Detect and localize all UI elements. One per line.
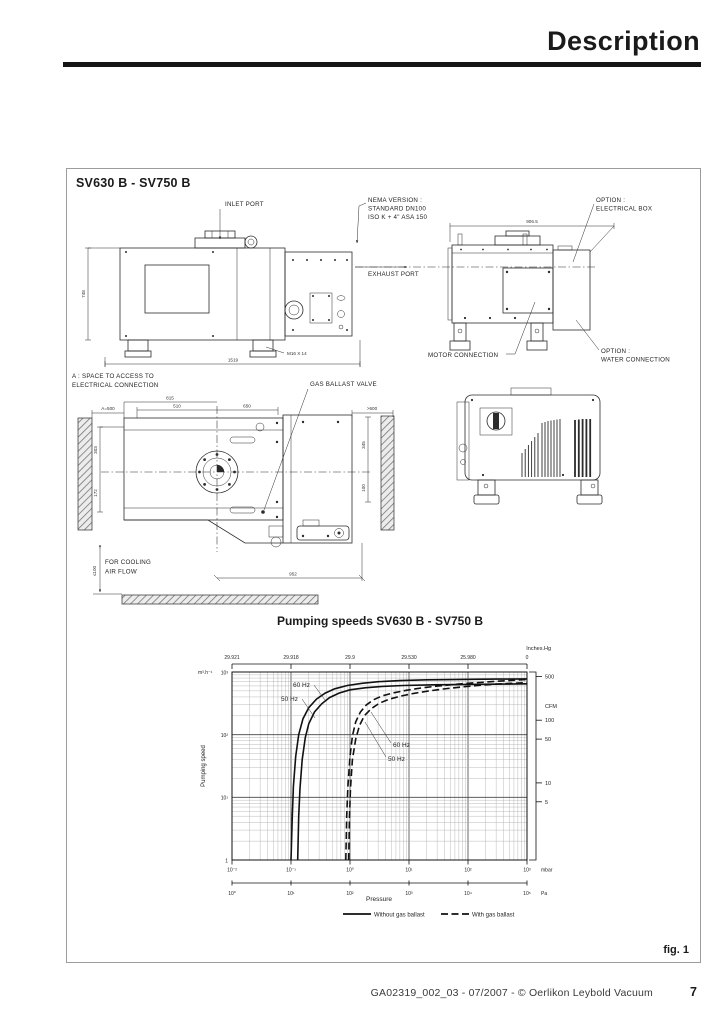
dim-a500: A=500 bbox=[101, 406, 115, 411]
page-number: 7 bbox=[690, 985, 697, 999]
dim-952: 952 bbox=[289, 571, 297, 577]
dim-rear-width: 906.5 bbox=[526, 219, 538, 224]
option-electrical-label-2: ELECTRICAL BOX bbox=[596, 205, 653, 213]
option-water-label-1: OPTION : bbox=[601, 348, 631, 355]
technical-drawing bbox=[63, 190, 701, 610]
figure-number: fig. 1 bbox=[663, 944, 689, 956]
y-axis-unit-left: m³.h⁻¹ bbox=[198, 670, 213, 676]
x-axis-title: Pressure bbox=[365, 896, 393, 903]
dim-gt500: >500 bbox=[366, 406, 378, 411]
curve-label-solid-50hz: 50 Hz bbox=[281, 696, 298, 703]
plot-frame bbox=[232, 672, 527, 860]
option-water-label-2: WATER CONNECTION bbox=[601, 356, 670, 364]
page-title: Description bbox=[547, 26, 700, 56]
nema-label-2: STANDARD DN100 bbox=[368, 205, 427, 213]
pa-tick: 10³ bbox=[405, 891, 413, 897]
nema-label-1: NEMA VERSION : bbox=[368, 197, 423, 204]
rear-view-drawing bbox=[355, 197, 670, 364]
inhg-tick: 29.918 bbox=[283, 655, 299, 661]
mbar-tick: 10⁻¹ bbox=[286, 867, 296, 874]
bottom-axis-pa bbox=[228, 881, 547, 904]
end-view-drawing bbox=[457, 388, 602, 504]
dim-172: 172 bbox=[93, 489, 98, 497]
dim-815: 815 bbox=[166, 395, 174, 401]
x-axis-unit-pa: Pa bbox=[541, 891, 548, 897]
curve-label-solid-60hz: 60 Hz bbox=[293, 682, 310, 689]
cooling-label-2: AIR FLOW bbox=[105, 568, 137, 576]
curve-labels bbox=[281, 682, 410, 763]
pa-tick: 10⁵ bbox=[523, 891, 531, 897]
inlet-port-label: INLET PORT bbox=[225, 201, 264, 208]
mbar-tick: 10⁻² bbox=[227, 867, 237, 874]
mbar-tick: 10³ bbox=[523, 867, 531, 874]
mbar-tick: 10⁰ bbox=[346, 867, 354, 874]
dim-length: 1519 bbox=[227, 357, 239, 363]
top-axis-unit: Inches.Hg bbox=[526, 646, 551, 652]
svg-text:50: 50 bbox=[545, 737, 552, 744]
curve-label-dashed-60hz: 60 Hz bbox=[393, 742, 410, 749]
cooling-label-1: FOR COOLING bbox=[105, 559, 152, 566]
exhaust-port-label: EXHAUST PORT bbox=[368, 271, 419, 278]
pa-tick: 10⁴ bbox=[464, 891, 472, 897]
pa-tick: 10² bbox=[346, 891, 354, 897]
chart-title: Pumping speeds SV630 B - SV750 B bbox=[276, 614, 484, 628]
chart-grid bbox=[232, 672, 527, 860]
mbar-tick: 10¹ bbox=[405, 867, 413, 874]
mbar-tick: 10² bbox=[464, 867, 472, 874]
space-access-label-1: A : SPACE TO ACCESS TO bbox=[72, 373, 154, 380]
x-axis-unit-mbar: mbar bbox=[541, 867, 553, 874]
dim-510: 510 bbox=[173, 403, 181, 409]
legend-label-with-ballast: With gas ballast bbox=[472, 912, 515, 919]
cfm-ticks bbox=[536, 674, 554, 805]
dim-height: 748 bbox=[81, 290, 86, 298]
space-access-label-2: ELECTRICAL CONNECTION bbox=[72, 382, 159, 389]
top-view-drawing bbox=[72, 373, 394, 604]
y-tick: 10³ bbox=[220, 670, 228, 677]
y-axis-title: Pumping speed bbox=[201, 745, 207, 787]
wall-left bbox=[78, 418, 92, 530]
dim-cool-gap: ≤100 bbox=[92, 565, 97, 577]
bottom-axis-mbar bbox=[227, 860, 553, 874]
left-axis bbox=[198, 670, 228, 864]
nema-label-3: ISO K + 4" ASA 150 bbox=[368, 214, 428, 221]
svg-text:500: 500 bbox=[545, 674, 555, 681]
inhg-tick: 29.530 bbox=[401, 655, 417, 661]
legend-label-without-ballast: Without gas ballast bbox=[374, 912, 425, 919]
pumping-speed-chart bbox=[195, 640, 580, 935]
svg-text:10: 10 bbox=[545, 780, 552, 787]
inhg-tick: 29.9 bbox=[345, 655, 355, 661]
svg-text:5: 5 bbox=[545, 799, 549, 806]
model-title: SV630 B - SV750 B bbox=[76, 176, 191, 190]
dim-303: 303 bbox=[93, 446, 98, 454]
dim-100: 100 bbox=[361, 484, 366, 492]
option-electrical-label-1: OPTION : bbox=[596, 197, 626, 204]
motor-connection-label: MOTOR CONNECTION bbox=[428, 352, 499, 359]
footer-text: GA02319_002_03 - 07/2007 - © Oerlikon Leybold Vacuum bbox=[370, 987, 653, 999]
inhg-tick: 0 bbox=[525, 655, 529, 661]
y-tick: 1 bbox=[225, 858, 228, 865]
inhg-tick: 25.980 bbox=[460, 655, 476, 661]
curve-label-dashed-50hz: 50 Hz bbox=[388, 756, 405, 763]
svg-text:100: 100 bbox=[545, 718, 555, 725]
y-tick: 10² bbox=[220, 733, 228, 740]
y-axis-unit-right: CFM bbox=[545, 704, 557, 710]
dim-345: 345 bbox=[361, 441, 366, 449]
inhg-tick: 29.921 bbox=[224, 655, 240, 661]
dim-650: 650 bbox=[243, 403, 251, 409]
pa-tick: 10⁰ bbox=[228, 891, 236, 897]
header-rule bbox=[63, 62, 701, 67]
pa-tick: 10¹ bbox=[287, 891, 295, 897]
right-axis-cfm bbox=[529, 672, 557, 860]
chart-legend bbox=[343, 913, 515, 919]
floor bbox=[122, 595, 318, 604]
top-axis-inhg bbox=[224, 646, 551, 669]
side-view-drawing bbox=[81, 201, 360, 367]
y-tick: 10¹ bbox=[220, 795, 228, 802]
gas-ballast-label: GAS BALLAST VALVE bbox=[310, 381, 377, 388]
dim-bolt: M16 X 14 bbox=[287, 351, 307, 356]
wall-right bbox=[381, 416, 394, 530]
